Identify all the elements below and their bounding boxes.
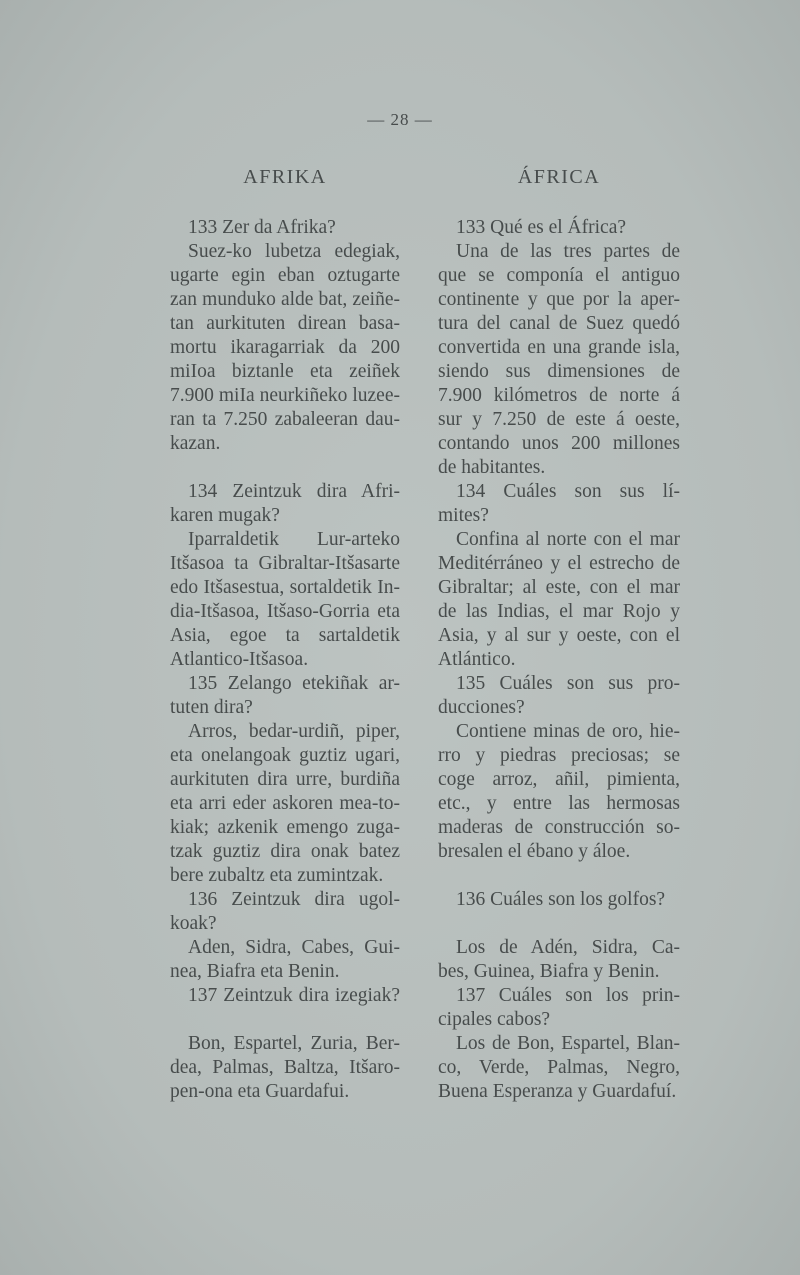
- text-line: Gibraltar; al este, con el mar: [438, 577, 680, 598]
- text-line: kazan.: [170, 433, 221, 454]
- text-line: eta onelangoak guztiz ugari,: [170, 745, 400, 766]
- text-line: Aden, Sidra, Cabes, Gui-: [188, 937, 400, 958]
- text-line: 7.900 kilómetros de norte á: [438, 385, 680, 406]
- text-line: continente y que por la aper-: [438, 289, 680, 310]
- text-line: edo Itšasestua, sortaldetik In-: [170, 577, 400, 598]
- blank-line: [438, 864, 680, 888]
- text-line: de habitantes.: [438, 457, 546, 478]
- blank-line: [438, 912, 680, 936]
- basque-text-column: [170, 216, 400, 1104]
- text-line: 7.900 miIa neurkiñeko luzee-: [170, 385, 400, 406]
- text-line: tuten dira?: [170, 697, 253, 718]
- text-line: etc., y entre las hermosas: [438, 793, 680, 814]
- text-line: pen-ona eta Guardafui.: [170, 1081, 350, 1102]
- text-line: Contiene minas de oro, hie-: [456, 721, 680, 742]
- text-line: 134 Cuáles son sus lí-: [456, 481, 680, 502]
- text-line: bere zubaltz eta zumintzak.: [170, 865, 384, 886]
- text-line: mortu ikaragarriak da 200: [170, 337, 400, 358]
- text-line: aurkituten dira urre, burdiña: [170, 769, 400, 790]
- blank-line: [170, 1008, 400, 1032]
- text-line: zan munduko alde bat, zeiñe-: [170, 289, 400, 310]
- text-line: Los de Bon, Espartel, Blan-: [456, 1033, 680, 1054]
- text-line: coge arroz, añil, pimienta,: [438, 769, 680, 790]
- text-line: kiak; azkenik emengo zuga-: [170, 817, 400, 838]
- text-line: Los de Adén, Sidra, Ca-: [456, 937, 680, 958]
- text-line: ducciones?: [438, 697, 525, 718]
- page-number: — 28 —: [367, 110, 433, 129]
- right-column-title: ÁFRICA: [517, 166, 601, 188]
- text-line: 134 Zeintzuk dira Afri-: [188, 481, 400, 502]
- text-line: tan aurkituten direan basa-: [170, 313, 400, 334]
- text-line: Iparraldetik Lur-arteko: [188, 529, 400, 550]
- text-line: tura del canal de Suez quedó: [438, 313, 680, 334]
- text-line: Arros, bedar-urdiñ, piper,: [188, 721, 400, 742]
- text-line: sur y 7.250 de este á oeste,: [438, 409, 680, 430]
- text-line: que se componía el antiguo: [438, 265, 680, 286]
- text-line: eta arri eder askoren mea-to-: [170, 793, 400, 814]
- text-line: Confina al norte con el mar: [456, 529, 680, 550]
- text-line: Asia, egoe ta sartaldetik: [170, 625, 400, 646]
- text-line: Atlantico-Itšasoa.: [170, 649, 309, 670]
- text-line: 135 Cuáles son sus pro-: [456, 673, 680, 694]
- text-line: koak?: [170, 913, 217, 934]
- text-line: miIoa biztanle eta zeiñek: [170, 361, 400, 382]
- text-line: 137 Zeintzuk dira izegiak?: [188, 985, 400, 1006]
- text-line: Una de las tres partes de: [456, 241, 680, 262]
- text-line: contando unos 200 millones: [438, 433, 680, 454]
- text-line: 136 Zeintzuk dira ugol-: [188, 889, 400, 910]
- text-line: co, Verde, Palmas, Negro,: [438, 1057, 680, 1078]
- text-line: Bon, Espartel, Zuria, Ber-: [188, 1033, 400, 1054]
- text-line: ugarte egin eban oztugarte: [170, 265, 400, 286]
- text-line: Asia, y al sur y oeste, con el: [438, 625, 680, 646]
- text-line: karen mugak?: [170, 505, 280, 526]
- blank-line: [170, 456, 400, 480]
- text-line: 137 Cuáles son los prin-: [456, 985, 680, 1006]
- text-line: nea, Biafra eta Benin.: [170, 961, 340, 982]
- text-line: 136 Cuáles son los golfos?: [456, 889, 666, 910]
- text-line: Atlántico.: [438, 649, 516, 670]
- text-line: dea, Palmas, Baltza, Itšaro-: [170, 1057, 400, 1078]
- text-line: Buena Esperanza y Guardafuí.: [438, 1081, 677, 1102]
- text-line: 135 Zelango etekiñak ar-: [188, 673, 400, 694]
- text-line: cipales cabos?: [438, 1009, 551, 1030]
- text-line: Itšasoa ta Gibraltar-Itšasarte: [170, 553, 400, 574]
- text-line: bes, Guinea, Biafra y Benin.: [438, 961, 660, 982]
- text-line: ran ta 7.250 zabaleeran dau-: [170, 409, 400, 430]
- text-line: 133 Zer da Afrika?: [188, 217, 336, 238]
- text-line: dia-Itšasoa, Itšaso-Gorria eta: [170, 601, 400, 622]
- text-line: Meditérráneo y el estrecho de: [438, 553, 680, 574]
- text-line: siendo sus dimensiones de: [438, 361, 680, 382]
- text-line: Suez-ko lubetza edegiak,: [188, 241, 400, 262]
- spanish-text-column: [438, 216, 680, 1104]
- left-column-title: AFRIKA: [243, 166, 327, 188]
- text-line: de las Indias, el mar Rojo y: [438, 601, 680, 622]
- text-line: bresalen el ébano y áloe.: [438, 841, 631, 862]
- text-line: rro y piedras preciosas; se: [438, 745, 680, 766]
- text-line: maderas de construcción so-: [438, 817, 680, 838]
- text-line: 133 Qué es el África?: [456, 217, 627, 238]
- text-line: convertida en una grande isla,: [438, 337, 680, 358]
- text-line: tzak guztiz dira onak batez: [170, 841, 400, 862]
- text-line: mites?: [438, 505, 489, 526]
